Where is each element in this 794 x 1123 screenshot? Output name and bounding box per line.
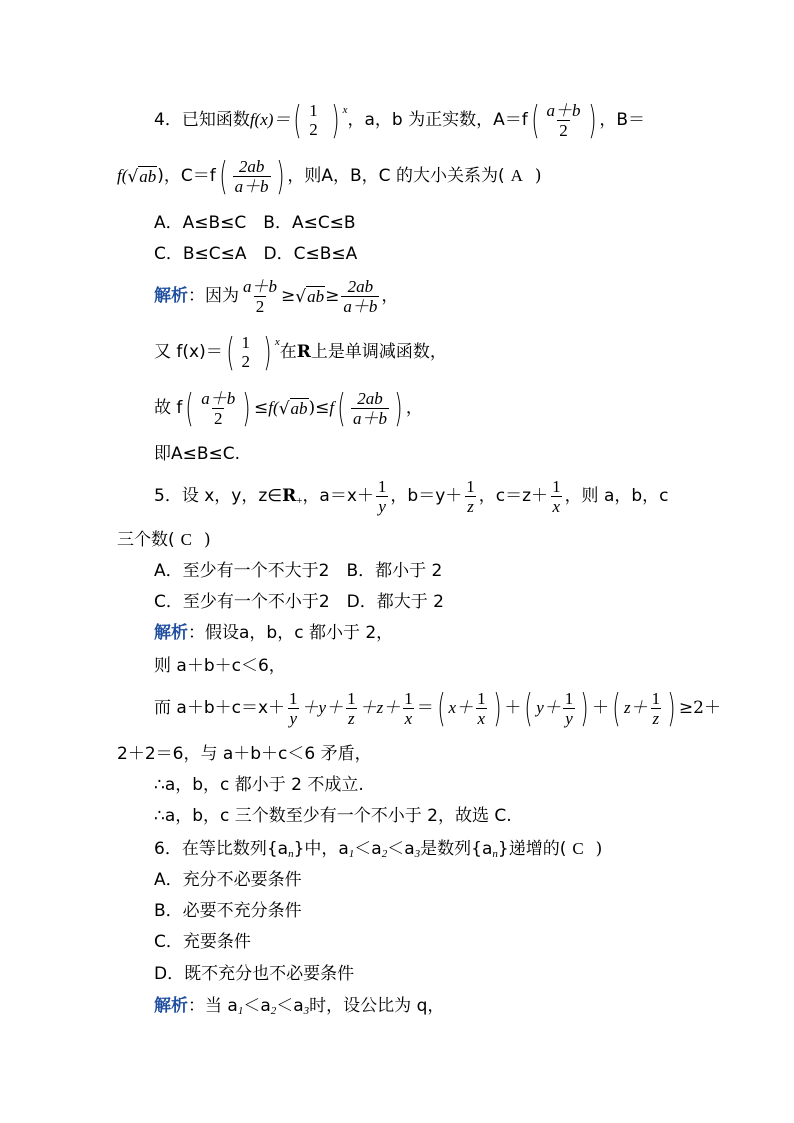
subscript-3: 3 bbox=[414, 848, 421, 860]
q6-close-paren: ) bbox=[595, 839, 603, 859]
jiexi-label: 解析 bbox=[154, 286, 188, 306]
q5-stem-line2 bbox=[117, 530, 211, 550]
q4-number-and-stem: 4． bbox=[154, 110, 182, 130]
le-sign: ≤ bbox=[254, 398, 269, 418]
paren-left: ( bbox=[531, 98, 540, 142]
q6-stem bbox=[154, 839, 602, 859]
q5-solution-line6: ∴a，b，c 三个数至少有一个不小于 2，故选 C. bbox=[154, 806, 512, 826]
plus-subscript: + bbox=[296, 495, 303, 507]
fraction-one-half: 1 2 bbox=[241, 333, 251, 371]
q5-solution-line1 bbox=[154, 623, 393, 643]
q4-solution-line4: 即A≤B≤C. bbox=[154, 444, 241, 464]
q6-solution-line1 bbox=[154, 996, 444, 1016]
q5-options-cd: C．至少有一个不小于2 D．都大于 2 bbox=[154, 592, 444, 612]
q4-C-eq: )，C＝f bbox=[157, 166, 216, 186]
q5-stem-line1 bbox=[154, 474, 669, 518]
paren-left: ( bbox=[219, 154, 228, 198]
subscript-1: 1 bbox=[237, 1005, 244, 1017]
paren-right: ) bbox=[394, 386, 403, 430]
q4-f-of-sqrt: f( bbox=[268, 398, 279, 417]
q5-solution-line2: 则 a＋b＋c＜6， bbox=[154, 656, 286, 676]
subscript-n: n bbox=[288, 848, 294, 860]
fraction-a-plus-b-over-2: $\frac{a+b}{2}$ bbox=[243, 276, 277, 316]
q6-number-and-stem: 6．在等比数列{a bbox=[154, 839, 289, 859]
q5-solution-line5: ∴a，b，c 都小于 2 不成立. bbox=[154, 775, 364, 795]
q4-solution-line3: 故 f ( $\frac{a+b}{2}$ ) ≤ f( √ ab ) ≤ f ( $\frac{2ab}{a+b}$ ) ， bbox=[154, 386, 423, 430]
paren-left: ( bbox=[226, 330, 235, 374]
fraction-2ab-over-a-plus-b: $\frac{2ab}{a+b}$ bbox=[343, 276, 378, 316]
q4-ab-positive: ，a，b 为正实数，A＝f bbox=[347, 110, 528, 130]
q4-options-cd: C．B≤C≤A D．C≤B≤A bbox=[154, 244, 358, 264]
q5-solution-line4: 2＋2＝6，与 a＋b＋c＜6 矛盾， bbox=[117, 744, 372, 764]
paren-left: ( bbox=[524, 686, 533, 730]
q6-option-c: C．充要条件 bbox=[154, 932, 251, 952]
q5-sol3-end: ≥2＋ bbox=[678, 698, 721, 718]
q4-sol2-tail: 上是单调减函数， bbox=[310, 342, 447, 362]
q6-sol1-text: ：当 a bbox=[188, 996, 238, 1016]
paren-left: ( bbox=[437, 686, 446, 730]
paren-right: ) bbox=[667, 686, 676, 730]
fraction-1-over-z: $\frac{1}{z}$ bbox=[651, 688, 661, 728]
fraction-1-over-z: $\frac{1}{z}$ bbox=[466, 476, 475, 516]
subscript-n: n bbox=[492, 848, 498, 860]
ge-sign: ≥ bbox=[281, 286, 296, 306]
q6-lt: ＜a bbox=[243, 996, 271, 1016]
exponent-x: x bbox=[342, 104, 348, 116]
q5-c-eq: ，c＝z＋ bbox=[478, 486, 549, 506]
sqrt-ab: √ ab bbox=[295, 286, 325, 307]
comma: ， bbox=[381, 286, 399, 306]
paren-right: ) bbox=[492, 686, 502, 730]
paren-right: ) bbox=[242, 386, 251, 430]
q4-fx: f(x)＝ bbox=[249, 110, 291, 129]
real-set-R: R bbox=[282, 486, 297, 506]
q6-sol1-tail: 时，设公比为 q， bbox=[309, 996, 445, 1016]
q5-stem-cont: 三个数( bbox=[117, 530, 175, 550]
fraction-1-over-y: $\frac{1}{y}$ bbox=[289, 688, 298, 728]
jiexi-label: 解析 bbox=[154, 996, 188, 1016]
q6-is: 是数列{a bbox=[420, 839, 493, 859]
sqrt-ab: √ ab bbox=[278, 398, 308, 419]
paren-right: ) bbox=[587, 98, 597, 142]
q4-B-eq: ，B＝ bbox=[599, 110, 646, 130]
fraction-1-over-z: $\frac{1}{z}$ bbox=[347, 688, 356, 728]
q4-sol2-in: 在 bbox=[279, 342, 297, 362]
q6-option-d: D．既不充分也不必要条件 bbox=[154, 964, 355, 984]
paren-left: ( bbox=[612, 686, 621, 730]
real-set-R: R bbox=[296, 342, 311, 362]
fraction-a-plus-b-over-2: $\frac{a+b}{2}$ bbox=[546, 100, 581, 140]
fraction-2ab-over-a-plus-b: $\frac{2ab}{a+b}$ bbox=[234, 156, 269, 196]
le-sign: ≤ bbox=[315, 398, 330, 418]
fraction-1-over-y: $\frac{1}{y}$ bbox=[564, 688, 574, 728]
q5-solution-line3: 而 a＋b＋c＝x＋ $\frac{1}{y}$ ＋y＋ $\frac{1}{z}$ ＋z＋ $\frac{1}{x}$ ＝ ( x＋ $\frac{1}{x}$ ) ＋ ( y＋ $\frac{1}{y}$ ) ＋ ( z＋ $\frac{1}{z}$ ) ≥2＋ bbox=[154, 686, 721, 730]
q5-number-and-stem: 5．设 x，y，z∈ bbox=[154, 486, 283, 506]
q4-sol1-text: ：因为 bbox=[188, 286, 239, 306]
q5-then: ，则 a，b，c bbox=[564, 486, 669, 506]
paren-left: ( bbox=[185, 386, 194, 430]
q5-b-eq: ，b＝y＋ bbox=[390, 486, 463, 506]
paren-left: ( bbox=[293, 98, 302, 142]
fraction-1-over-x: $\frac{1}{x}$ bbox=[552, 476, 561, 516]
exponent-x: x bbox=[274, 336, 280, 348]
paren-right: ) bbox=[275, 154, 285, 198]
q5-a-eq: ，a＝x＋ bbox=[302, 486, 374, 506]
fraction-a-plus-b-over-2: $\frac{a+b}{2}$ bbox=[201, 388, 236, 428]
q4-question: ，则A，B，C 的大小关系为( bbox=[287, 166, 505, 186]
paren-right: ) bbox=[580, 686, 589, 730]
ge-sign: ≥ bbox=[325, 286, 340, 306]
q6-answer: C bbox=[572, 839, 584, 858]
q6-lt: ＜a bbox=[276, 996, 304, 1016]
q5-close-paren: ) bbox=[203, 530, 211, 550]
sqrt-ab: √ ab bbox=[127, 166, 157, 187]
fraction-1-over-x: $\frac{1}{x}$ bbox=[404, 688, 413, 728]
q5-sol1-text: ：假设a，b，c 都小于 2， bbox=[188, 623, 394, 643]
q4-stem-text: 已知函数 bbox=[181, 110, 250, 130]
subscript-2: 2 bbox=[381, 848, 388, 860]
q5-options-ab: A．至少有一个不大于2 B．都小于 2 bbox=[154, 561, 443, 581]
fraction-1-over-y: $\frac{1}{y}$ bbox=[377, 476, 387, 516]
q6-option-a: A．充分不必要条件 bbox=[154, 870, 302, 890]
q4-options-ab: A．A≤B≤C B．A≤C≤B bbox=[154, 213, 356, 233]
fraction-1-over-x: $\frac{1}{x}$ bbox=[477, 688, 486, 728]
q4-stem-line2 bbox=[117, 154, 542, 198]
paren-left: ( bbox=[337, 386, 346, 430]
q4-f-of-sqrt: f( bbox=[117, 166, 128, 185]
q6-mid: }中，a bbox=[293, 839, 349, 859]
q4-stem-line1 bbox=[154, 98, 645, 142]
jiexi-label: 解析 bbox=[154, 623, 188, 643]
q6-lt: ＜a bbox=[354, 839, 382, 859]
q6-lt: ＜a bbox=[387, 839, 415, 859]
q4-sol2-text: 又 f(x)＝ bbox=[154, 342, 223, 362]
subscript-2: 2 bbox=[270, 1005, 277, 1017]
subscript-1: 1 bbox=[348, 848, 355, 860]
subscript-3: 3 bbox=[303, 1005, 310, 1017]
q4-solution-line1 bbox=[154, 274, 398, 318]
comma: ， bbox=[405, 398, 423, 418]
q6-option-b: B．必要不充分条件 bbox=[154, 901, 302, 921]
q4-sol3-text: 故 f bbox=[154, 398, 183, 418]
q5-sol3-text: 而 a＋b＋c＝x＋ bbox=[154, 698, 286, 718]
paren-right: ) bbox=[331, 98, 340, 142]
fraction-one-half: 1 2 bbox=[309, 101, 318, 139]
fraction-2ab-over-a-plus-b: $\frac{2ab}{a+b}$ bbox=[352, 388, 387, 428]
q4-solution-line2 bbox=[154, 330, 447, 374]
q4-close-paren: ) bbox=[534, 166, 542, 186]
q4-answer: A bbox=[510, 166, 523, 185]
paren-right: ) bbox=[263, 330, 272, 374]
q6-inc: }递增的( bbox=[497, 839, 567, 859]
q5-answer: C bbox=[180, 530, 192, 549]
